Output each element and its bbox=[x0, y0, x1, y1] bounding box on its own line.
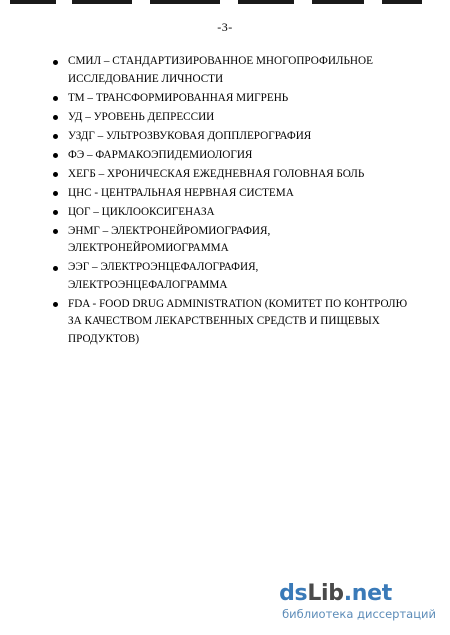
scan-mark bbox=[382, 0, 422, 4]
abbreviation-text: УЗДГ – УЛЬТРОЗВУКОВАЯ ДОППЛЕРОГРАФИЯ bbox=[68, 129, 312, 142]
abbreviation-text: ЦНС - ЦЕНТРАЛЬНАЯ НЕРВНАЯ СИСТЕМА bbox=[68, 186, 294, 199]
abbreviation-text: ТМ – ТРАНСФОРМИРОВАННАЯ МИГРЕНЬ bbox=[68, 91, 289, 104]
bullet-icon bbox=[53, 96, 58, 101]
scan-mark bbox=[72, 0, 132, 4]
page-number: -3- bbox=[217, 20, 233, 34]
abbreviation-text: ФЭ – ФАРМАКОЭПИДЕМИОЛОГИЯ bbox=[68, 148, 253, 161]
abbreviation-text: ЦОГ – ЦИКЛООКСИГЕНАЗА bbox=[68, 205, 215, 218]
scan-edge-marks bbox=[0, 0, 450, 6]
abbreviation-text: FDA - FOOD DRUG ADMINISTRATION (КОМИТЕТ ПО КОНТРОЛЮ ЗА КАЧЕСТВОМ ЛЕКАРСТВЕННЫХ СРЕДСТВ И ПИЩЕВЫХ ПРОДУКТОВ) bbox=[68, 297, 408, 345]
bullet-icon bbox=[53, 115, 58, 120]
bullet-icon bbox=[53, 191, 58, 196]
scan-mark bbox=[10, 0, 56, 4]
abbreviation-item bbox=[50, 147, 410, 165]
logo-part-net: .net bbox=[343, 581, 393, 606]
abbreviation-text: СМИЛ – СТАНДАРТИЗИРОВАННОЕ МНОГОПРОФИЛЬНОЕ ИССЛЕДОВАНИЕ ЛИЧНОСТИ bbox=[68, 55, 373, 85]
bullet-icon bbox=[53, 302, 58, 307]
abbreviation-text: ЭНМГ – ЭЛЕКТРОНЕЙРОМИОГРАФИЯ, ЭЛЕКТРОНЕЙРОМИОГРАММА bbox=[68, 224, 271, 254]
dslib-watermark[interactable] bbox=[279, 583, 436, 621]
abbreviation-text: УД – УРОВЕНЬ ДЕПРЕССИИ bbox=[68, 110, 215, 123]
abbreviation-text: ЭЭГ – ЭЛЕКТРОЭНЦЕФАЛОГРАФИЯ, ЭЛЕКТРОЭНЦЕФАЛОГРАММА bbox=[68, 261, 259, 291]
abbreviation-item bbox=[50, 90, 410, 108]
bullet-icon bbox=[53, 229, 58, 234]
abbreviation-list bbox=[50, 53, 410, 350]
abbreviation-item bbox=[50, 109, 410, 127]
scan-mark bbox=[238, 0, 294, 4]
bullet-icon bbox=[53, 210, 58, 215]
abbreviation-item bbox=[50, 204, 410, 222]
scan-mark bbox=[150, 0, 220, 4]
scan-mark bbox=[312, 0, 364, 4]
bullet-icon bbox=[53, 153, 58, 158]
bullet-icon bbox=[53, 134, 58, 139]
dslib-logo bbox=[279, 583, 436, 605]
watermark-subtitle: библиотека диссертаций bbox=[282, 607, 436, 621]
abbreviation-item bbox=[50, 53, 410, 88]
abbreviation-item bbox=[50, 223, 410, 258]
abbreviation-item bbox=[50, 185, 410, 203]
abbreviation-text: ХЕГБ – ХРОНИЧЕСКАЯ ЕЖЕДНЕВНАЯ ГОЛОВНАЯ БОЛЬ bbox=[68, 167, 365, 180]
abbreviation-item bbox=[50, 259, 410, 294]
bullet-icon bbox=[53, 60, 58, 65]
abbreviation-item bbox=[50, 166, 410, 184]
abbreviation-item bbox=[50, 128, 410, 146]
bullet-icon bbox=[53, 172, 58, 177]
logo-part-lib: Lib bbox=[307, 581, 344, 606]
logo-part-ds: ds bbox=[279, 581, 308, 606]
abbreviation-item bbox=[50, 296, 410, 349]
bullet-icon bbox=[53, 266, 58, 271]
